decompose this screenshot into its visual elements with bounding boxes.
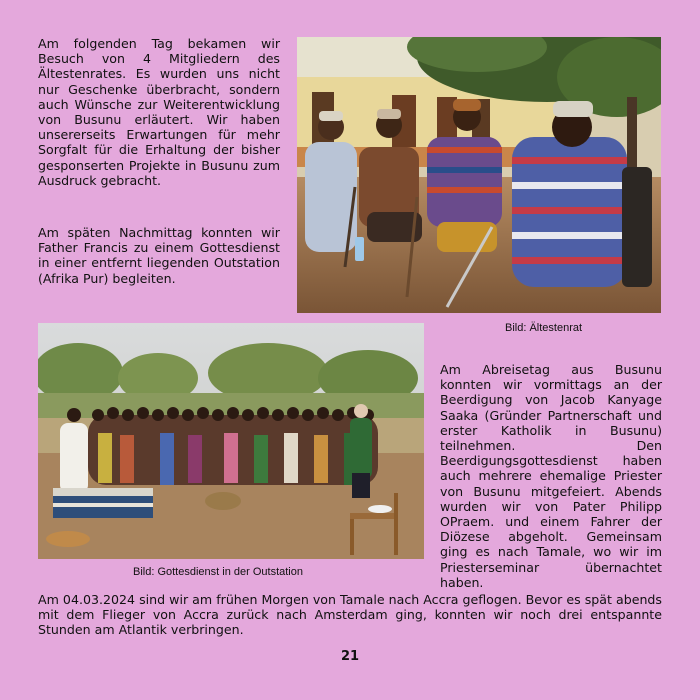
paragraph-funeral: Am Abreisetag aus Busunu konnten wir vormittags an der Beerdigung von Jacob Kanyage Saaka (Gründer Partnerschaft und erster Katholik in Busunu) teilnehmen. Den Beerdigungsgottesdienst haben auch mehrere ehemalige Priester von Busunu mitgefeiert. Abends wurden wir von Pater Philipp OPraem. und einem Fahrer der Diözese abgeholt. Gemeinsam ging es nach Tamale, wo wir im Priesterseminar übernachtet haben. bbox=[440, 362, 662, 590]
elders-council-photo bbox=[297, 37, 661, 313]
paragraph-departure: Am 04.03.2024 sind wir am frühen Morgen von Tamale nach Accra geflogen. Bevor es spät abends mit dem Flieger von Accra zurück nach Amsterdam ging, konnten wir noch drei entspannte Stunden am Atlantik verbringen. bbox=[38, 592, 662, 638]
paragraph-elders-visit: Am folgenden Tag bekamen wir Besuch von 4 Mitgliedern des Ältestenrates. Es wurden uns nicht nur Geschenke überbracht, sondern auch Wünsche zur Weiterentwicklung von Busunu erläutert. Wir haben unsererseits Erwartungen für mehr Sorgfalt für die Erhaltung der bisher gesponserten Projekte in Busunu zum Ausdruck gebracht. bbox=[38, 36, 280, 188]
elders-photo-caption: Bild: Ältestenrat bbox=[505, 322, 583, 334]
paragraph-outstation-service: Am späten Nachmittag konnten wir Father Francis zu einem Gottesdienst in einer entfernt liegenden Outstation (Afrika Pur) begleiten. bbox=[38, 225, 280, 286]
outstation-photo-caption: Bild: Gottesdienst in der Outstation bbox=[133, 566, 303, 578]
page-number: 21 bbox=[340, 649, 360, 664]
outstation-service-photo bbox=[38, 323, 424, 559]
